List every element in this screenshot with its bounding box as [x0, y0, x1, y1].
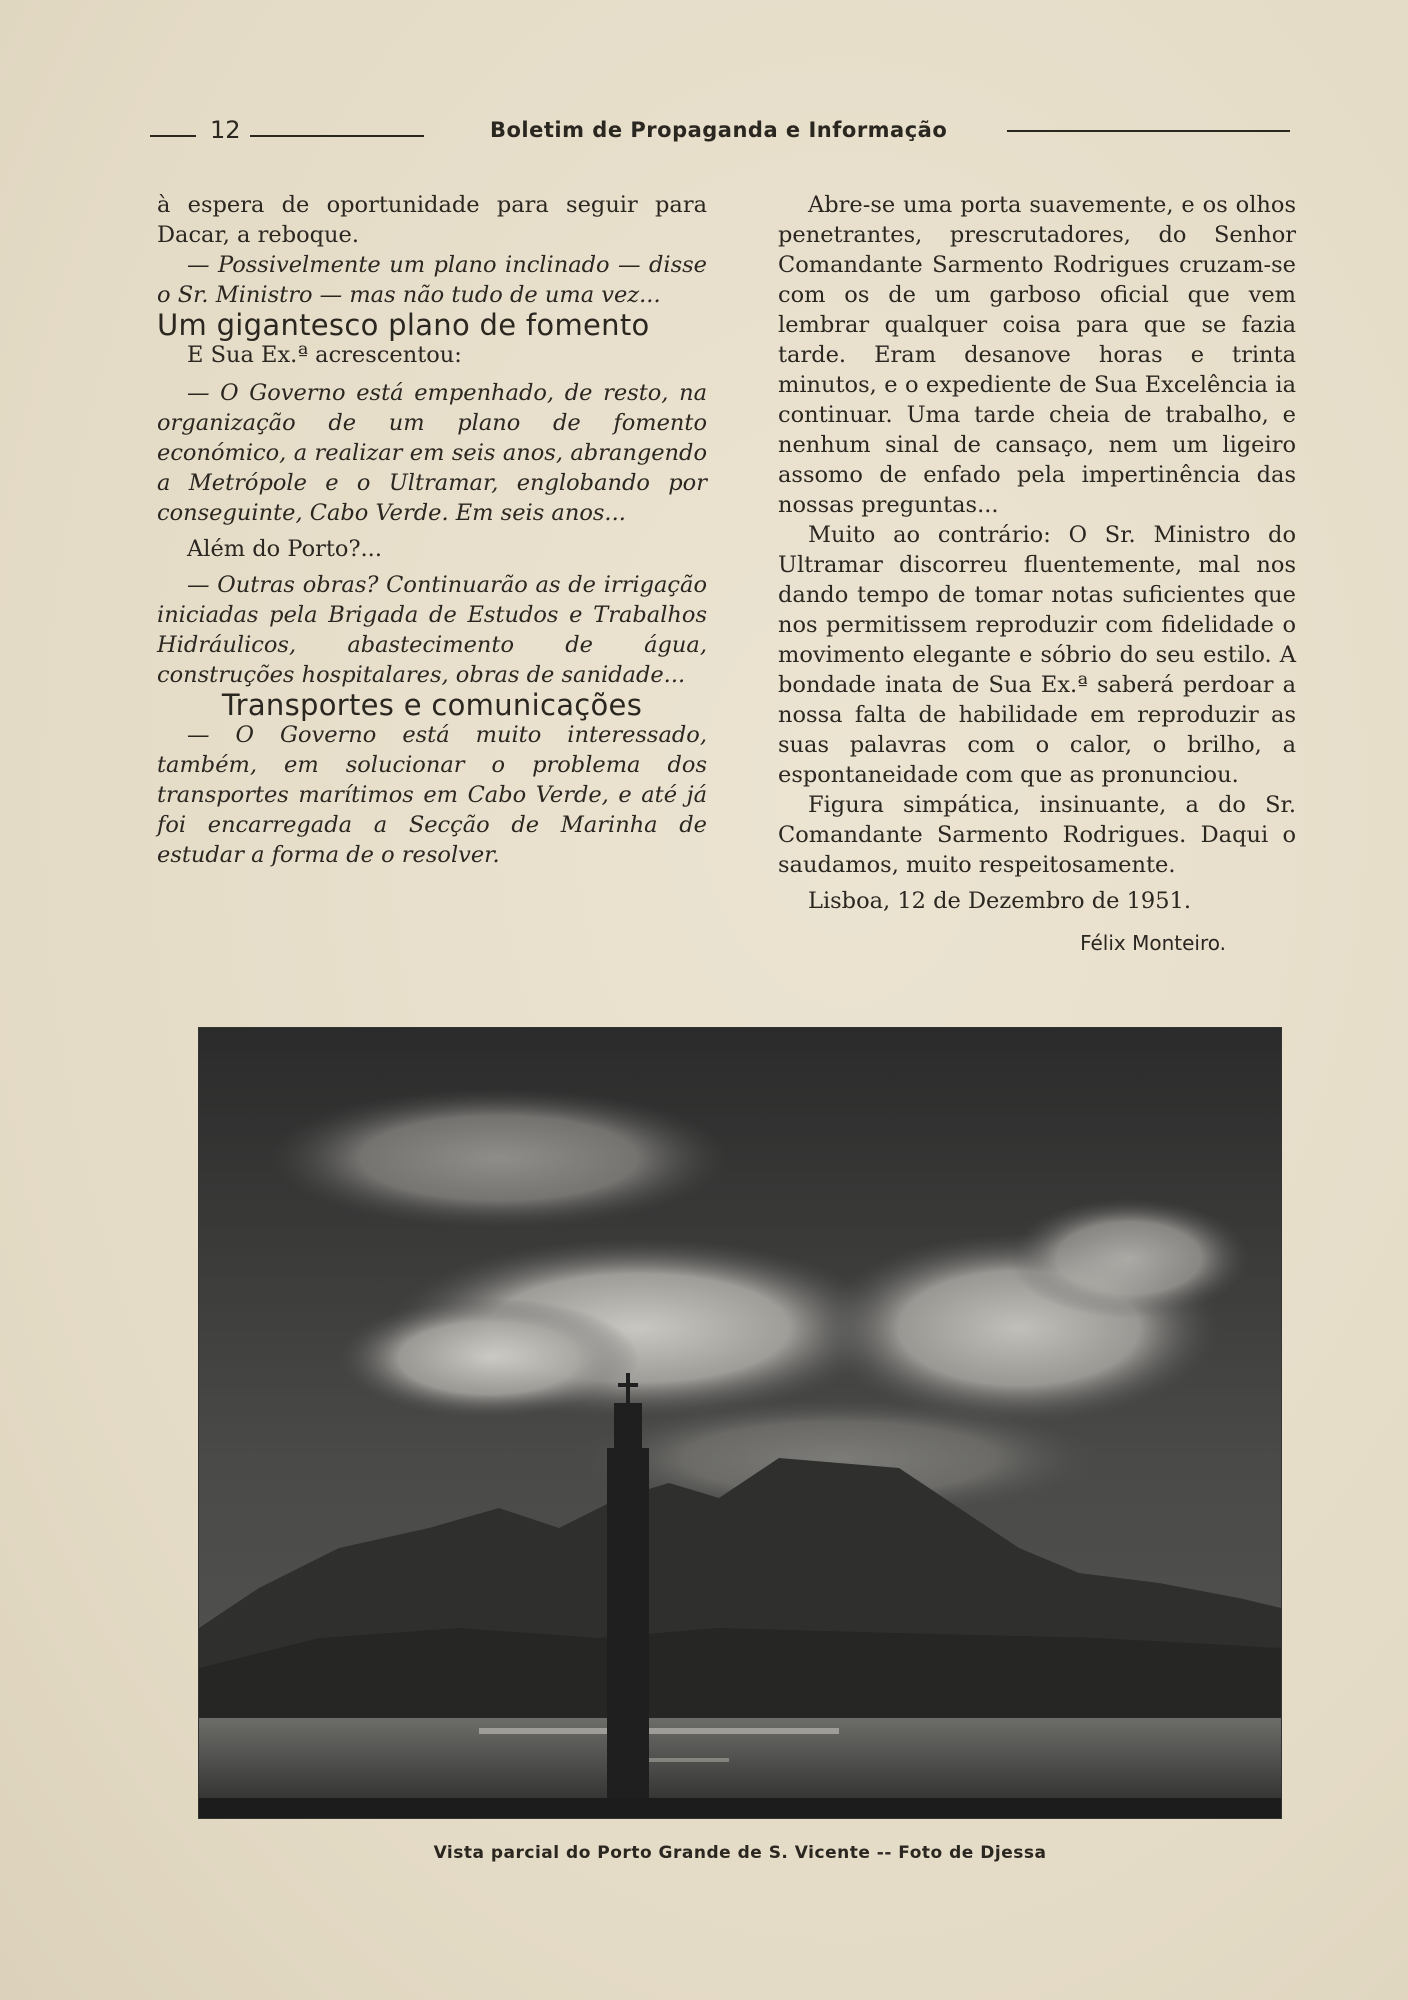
paragraph: E Sua Ex.ª acrescentou:: [187, 342, 462, 368]
paragraph: Além do Porto?...: [187, 536, 382, 562]
header-rule-left: [150, 135, 196, 137]
header-rule-right: [1007, 130, 1290, 132]
harbor-photo: [198, 1027, 1282, 1819]
paragraph: — O Governo está muito interessado, também, em solucionar o problema dos transportes marítimos em Cabo Verde, e até já foi encarregada a Secção de Marinha de estudar a forma de o resolver.: [157, 722, 707, 868]
paragraph: à espera de oportunidade para seguir para Dacar, a reboque.: [157, 192, 707, 248]
paragraph: — O Governo está empenhado, de resto, na organização de um plano de fomento económico, a realizar em seis anos, abrangendo a Metrópole e o Ultramar, englobando por conseguinte, Cabo Verde. Em seis anos...: [157, 380, 707, 526]
page-number: 12: [210, 116, 241, 144]
left-column: [157, 190, 707, 870]
section-heading: Transportes e comunicações: [221, 688, 643, 722]
paragraph: Figura simpática, insinuante, a do Sr. Comandante Sarmento Rodrigues. Daqui o saudamos, muito respeitosamente.: [778, 792, 1296, 878]
section-heading: Um gigantesco plano de fomento: [157, 308, 650, 342]
harbor-photo-image: [199, 1028, 1281, 1818]
paragraph: — Outras obras? Continuarão as de irrigação iniciadas pela Brigada de Estudos e Trabalhos Hidráulicos, abastecimento de água, construções hospitalares, obras de sanidade...: [157, 572, 707, 688]
dateline: Lisboa, 12 de Dezembro de 1951.: [808, 888, 1192, 914]
right-column: [778, 190, 1296, 958]
paragraph: Muito ao contrário: O Sr. Ministro do Ultramar discorreu fluentemente, mal nos dando tempo de tomar notas suficientes que nos permitissem reproduzir com fidelidade o movimento elegante e sóbrio do seu estilo. A bondade inata de Sua Ex.ª saberá perdoar a nossa falta de habilidade em reproduzir as suas palavras com o calor, o brilho, a espontaneidade com que as pronunciou.: [778, 522, 1296, 788]
paragraph: Abre-se uma porta suavemente, e os olhos penetrantes, prescrutadores, do Senhor Comandante Sarmento Rodrigues cruzam-se com os de um garboso oficial que vem lembrar qualquer coisa para que se fazia tarde. Eram desanove horas e trinta minutos, e o expediente de Sua Excelência ia continuar. Uma tarde cheia de trabalho, e nenhum sinal de cansaço, nem um ligeiro assomo de enfado pela impertinência das nossas preguntas...: [778, 192, 1296, 518]
photo-caption: Vista parcial do Porto Grande de S. Vicente -- Foto de Djessa: [433, 1843, 1047, 1863]
paragraph: — Possivelmente um plano inclinado — disse o Sr. Ministro — mas não tudo de uma vez...: [157, 252, 707, 308]
author-signature: Félix Monteiro.: [1080, 931, 1226, 955]
running-title: Boletim de Propaganda e Informação: [490, 118, 948, 142]
header-rule-middle: [250, 135, 424, 137]
page-header: [150, 116, 1290, 156]
